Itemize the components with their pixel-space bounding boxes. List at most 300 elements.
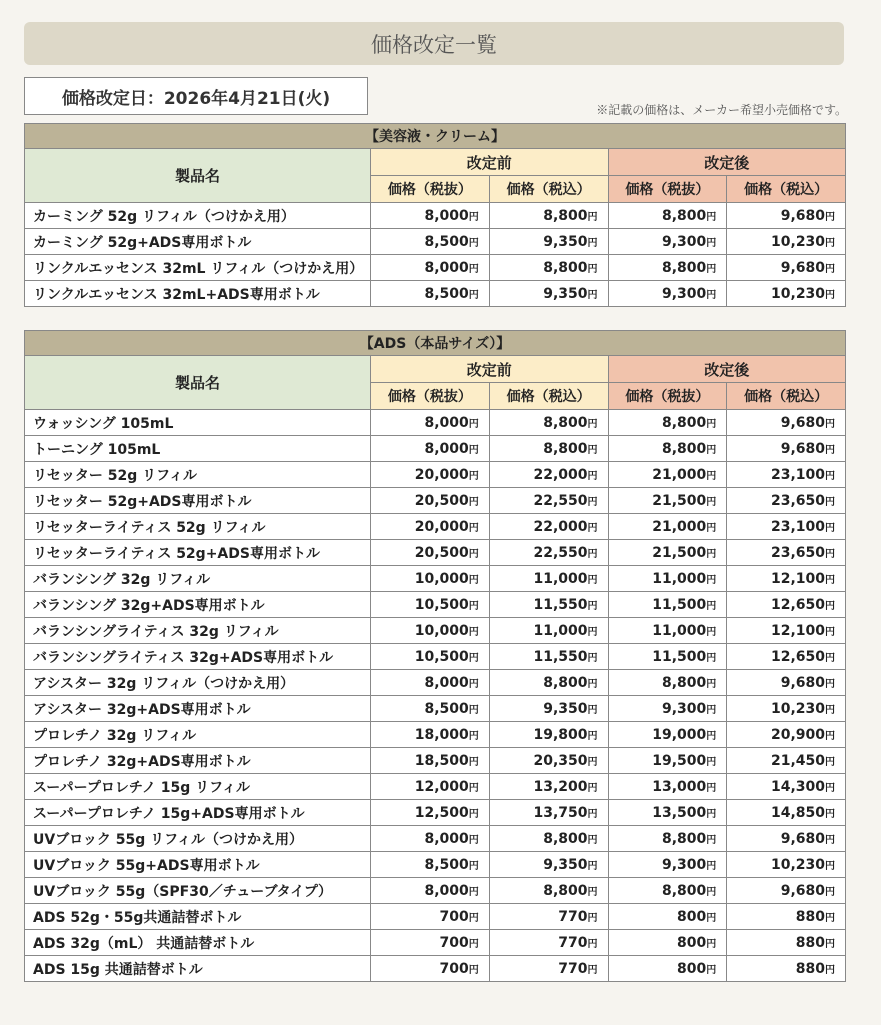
price-after-incl <box>727 462 846 488</box>
price-before-incl <box>489 255 608 281</box>
price-before-excl <box>371 696 490 722</box>
table-row <box>25 878 846 904</box>
price-before-incl <box>489 930 608 956</box>
product-name: プロレチノ 32g+ADS専用ボトル <box>25 748 371 774</box>
currency-unit: 円 <box>825 470 835 482</box>
table-row <box>25 826 846 852</box>
price-value: 10,230 <box>771 233 826 250</box>
price-value: 8,500 <box>424 233 469 250</box>
price-before-excl <box>371 644 490 670</box>
price-value: 12,650 <box>770 648 825 665</box>
price-value: 9,350 <box>543 700 588 717</box>
currency-unit: 円 <box>825 626 835 638</box>
price-value: 20,500 <box>414 492 469 509</box>
product-name: スーパープロレチノ 15g リフィル <box>25 774 371 800</box>
currency-unit: 円 <box>706 704 717 716</box>
currency-unit: 円 <box>706 211 717 223</box>
currency-unit: 円 <box>468 860 479 872</box>
price-value: 8,800 <box>661 414 707 431</box>
price-before-excl <box>371 956 490 982</box>
price-after-incl <box>727 878 846 904</box>
price-after-incl <box>727 281 846 307</box>
table-row <box>25 229 846 255</box>
price-value: 22,550 <box>533 544 588 561</box>
price-value: 8,800 <box>543 830 588 847</box>
currency-unit: 円 <box>587 574 598 586</box>
currency-unit: 円 <box>825 938 835 950</box>
price-after-excl <box>608 774 727 800</box>
price-before-excl <box>371 540 490 566</box>
table-row <box>25 956 846 982</box>
price-value: 9,680 <box>780 830 825 847</box>
price-value: 8,000 <box>424 674 469 691</box>
currency-unit: 円 <box>587 860 598 872</box>
price-after-excl <box>608 514 727 540</box>
price-before-excl <box>371 826 490 852</box>
currency-unit: 円 <box>706 470 717 482</box>
table-row <box>25 618 846 644</box>
price-before-excl <box>371 748 490 774</box>
price-value: 23,650 <box>770 544 825 561</box>
product-name: カーミング 52g+ADS専用ボトル <box>25 229 371 255</box>
table-row <box>25 852 846 878</box>
table-row <box>25 696 846 722</box>
price-value: 12,500 <box>414 804 469 821</box>
currency-unit: 円 <box>587 263 598 275</box>
currency-unit: 円 <box>825 652 835 664</box>
price-value: 770 <box>558 934 588 951</box>
currency-unit: 円 <box>706 237 717 249</box>
currency-unit: 円 <box>587 808 598 820</box>
price-value: 9,300 <box>661 700 707 717</box>
before-excl-header: 価格（税抜） <box>371 383 490 410</box>
price-value: 21,450 <box>770 752 825 769</box>
price-value: 8,800 <box>543 259 588 276</box>
price-before-incl <box>489 904 608 930</box>
currency-unit: 円 <box>587 652 598 664</box>
price-value: 9,680 <box>780 882 825 899</box>
price-before-excl <box>371 255 490 281</box>
price-value: 10,000 <box>414 570 469 587</box>
price-before-excl <box>371 904 490 930</box>
currency-unit: 円 <box>706 808 717 820</box>
price-after-incl <box>727 229 846 255</box>
price-before-incl <box>489 462 608 488</box>
table-row <box>25 670 846 696</box>
price-after-excl <box>608 436 727 462</box>
price-value: 8,000 <box>424 207 469 224</box>
product-name: リセッター 52g リフィル <box>25 462 371 488</box>
price-before-incl <box>489 540 608 566</box>
section-title: 【ADS（本品サイズ）】 <box>25 331 846 356</box>
price-before-excl <box>371 618 490 644</box>
price-before-incl <box>489 436 608 462</box>
currency-unit: 円 <box>825 289 836 301</box>
price-value: 18,000 <box>414 726 469 743</box>
price-after-excl <box>608 722 727 748</box>
price-after-excl <box>608 462 727 488</box>
currency-unit: 円 <box>468 626 479 638</box>
price-before-incl <box>489 644 608 670</box>
currency-unit: 円 <box>825 263 836 275</box>
product-name: ADS 52g・55g共通詰替ボトル <box>25 904 371 930</box>
price-after-excl <box>608 566 727 592</box>
currency-unit: 円 <box>468 444 479 456</box>
currency-unit: 円 <box>706 756 717 768</box>
price-value: 13,200 <box>533 778 588 795</box>
currency-unit: 円 <box>825 964 835 976</box>
currency-unit: 円 <box>825 860 835 872</box>
currency-unit: 円 <box>468 548 479 560</box>
currency-unit: 円 <box>468 652 479 664</box>
product-name-header: 製品名 <box>25 149 371 203</box>
currency-unit: 円 <box>706 678 717 690</box>
price-value: 13,500 <box>652 804 707 821</box>
price-after-incl <box>727 930 846 956</box>
price-value: 8,800 <box>661 259 707 276</box>
price-after-incl <box>727 904 846 930</box>
price-before-incl <box>489 203 608 229</box>
currency-unit: 円 <box>587 756 598 768</box>
price-after-excl <box>608 618 727 644</box>
currency-unit: 円 <box>587 522 598 534</box>
price-before-excl <box>371 852 490 878</box>
price-before-excl <box>371 488 490 514</box>
table-row <box>25 748 846 774</box>
after-header: 改定後 <box>608 149 846 176</box>
price-after-incl <box>727 203 846 229</box>
currency-unit: 円 <box>587 470 598 482</box>
price-before-excl <box>371 722 490 748</box>
price-value: 880 <box>795 934 825 951</box>
currency-unit: 円 <box>468 522 479 534</box>
currency-unit: 円 <box>825 522 835 534</box>
price-before-incl <box>489 748 608 774</box>
product-name: リセッターライティス 52g+ADS専用ボトル <box>25 540 371 566</box>
currency-unit: 円 <box>706 886 717 898</box>
price-before-incl <box>489 774 608 800</box>
currency-unit: 円 <box>587 211 598 223</box>
price-value: 11,550 <box>533 596 588 613</box>
currency-unit: 円 <box>468 808 479 820</box>
price-value: 12,100 <box>770 622 825 639</box>
currency-unit: 円 <box>587 782 598 794</box>
price-after-incl <box>727 540 846 566</box>
currency-unit: 円 <box>468 886 479 898</box>
price-value: 12,650 <box>770 596 825 613</box>
currency-unit: 円 <box>468 289 479 301</box>
price-value: 11,000 <box>652 622 707 639</box>
price-before-incl <box>489 281 608 307</box>
price-value: 8,000 <box>424 440 469 457</box>
price-value: 19,000 <box>652 726 707 743</box>
price-before-excl <box>371 229 490 255</box>
price-after-excl <box>608 203 727 229</box>
currency-unit: 円 <box>825 496 835 508</box>
currency-unit: 円 <box>706 860 717 872</box>
price-value: 8,800 <box>543 440 588 457</box>
before-excl-header: 価格（税抜） <box>371 176 490 203</box>
currency-unit: 円 <box>587 834 598 846</box>
price-value: 8,500 <box>424 856 469 873</box>
price-after-incl <box>727 618 846 644</box>
price-after-incl <box>727 410 846 436</box>
currency-unit: 円 <box>825 834 835 846</box>
table-row <box>25 540 846 566</box>
product-name: スーパープロレチノ 15g+ADS専用ボトル <box>25 800 371 826</box>
currency-unit: 円 <box>825 886 835 898</box>
price-before-excl <box>371 774 490 800</box>
price-value: 9,680 <box>780 259 826 276</box>
price-value: 9,680 <box>780 414 825 431</box>
product-name: ウォッシング 105mL <box>25 410 371 436</box>
currency-unit: 円 <box>468 470 479 482</box>
currency-unit: 円 <box>468 912 479 924</box>
price-value: 10,000 <box>414 622 469 639</box>
price-table-serum-cream <box>24 123 846 307</box>
currency-unit: 円 <box>825 600 835 612</box>
price-value: 10,500 <box>414 648 469 665</box>
price-value: 9,680 <box>780 207 826 224</box>
before-header: 改定前 <box>371 356 609 383</box>
currency-unit: 円 <box>468 938 479 950</box>
price-before-incl <box>489 618 608 644</box>
currency-unit: 円 <box>825 444 835 456</box>
table-row <box>25 904 846 930</box>
currency-unit: 円 <box>587 600 598 612</box>
price-value: 20,500 <box>414 544 469 561</box>
product-name: リンクルエッセンス 32mL+ADS専用ボトル <box>25 281 371 307</box>
price-after-incl <box>727 826 846 852</box>
price-value: 13,000 <box>652 778 707 795</box>
price-after-excl <box>608 255 727 281</box>
price-value: 10,500 <box>414 596 469 613</box>
table-row <box>25 930 846 956</box>
product-name: UVブロック 55g+ADS専用ボトル <box>25 852 371 878</box>
currency-unit: 円 <box>468 834 479 846</box>
currency-unit: 円 <box>587 496 598 508</box>
price-value: 8,800 <box>543 207 588 224</box>
currency-unit: 円 <box>706 912 717 924</box>
price-before-incl <box>489 410 608 436</box>
currency-unit: 円 <box>825 756 835 768</box>
currency-unit: 円 <box>825 418 835 430</box>
currency-unit: 円 <box>468 574 479 586</box>
currency-unit: 円 <box>587 886 598 898</box>
price-after-incl <box>727 696 846 722</box>
product-name-header: 製品名 <box>25 356 371 410</box>
price-value: 11,550 <box>533 648 588 665</box>
price-value: 8,000 <box>424 259 469 276</box>
currency-unit: 円 <box>825 912 835 924</box>
price-value: 23,650 <box>770 492 825 509</box>
price-value: 9,300 <box>661 233 707 250</box>
product-name: UVブロック 55g（SPF30／チューブタイプ） <box>25 878 371 904</box>
price-after-excl <box>608 748 727 774</box>
price-after-excl <box>608 592 727 618</box>
product-name: バランシングライティス 32g+ADS専用ボトル <box>25 644 371 670</box>
price-value: 8,800 <box>661 440 707 457</box>
price-value: 11,000 <box>533 570 588 587</box>
currency-unit: 円 <box>706 522 717 534</box>
price-value: 10,230 <box>770 856 825 873</box>
price-before-incl <box>489 956 608 982</box>
currency-unit: 円 <box>706 263 717 275</box>
table-row <box>25 592 846 618</box>
currency-unit: 円 <box>706 548 717 560</box>
currency-unit: 円 <box>706 834 717 846</box>
price-value: 21,000 <box>652 518 707 535</box>
price-after-excl <box>608 878 727 904</box>
price-value: 9,680 <box>780 440 825 457</box>
price-after-excl <box>608 229 727 255</box>
price-value: 9,350 <box>543 233 588 250</box>
price-value: 10,230 <box>770 700 825 717</box>
price-after-incl <box>727 644 846 670</box>
price-before-excl <box>371 462 490 488</box>
price-before-incl <box>489 566 608 592</box>
currency-unit: 円 <box>706 938 717 950</box>
price-after-excl <box>608 410 727 436</box>
currency-unit: 円 <box>468 496 479 508</box>
product-name: バランシング 32g+ADS専用ボトル <box>25 592 371 618</box>
price-before-excl <box>371 566 490 592</box>
table-row <box>25 203 846 229</box>
after-incl-header: 価格（税込） <box>727 176 846 203</box>
price-after-incl <box>727 670 846 696</box>
price-value: 770 <box>558 908 588 925</box>
price-after-incl <box>727 852 846 878</box>
currency-unit: 円 <box>706 782 717 794</box>
currency-unit: 円 <box>825 808 835 820</box>
price-value: 11,500 <box>652 596 707 613</box>
table-row <box>25 722 846 748</box>
currency-unit: 円 <box>587 418 598 430</box>
price-after-incl <box>727 748 846 774</box>
after-excl-header: 価格（税抜） <box>608 176 727 203</box>
after-excl-header: 価格（税抜） <box>608 383 727 410</box>
price-before-incl <box>489 488 608 514</box>
price-value: 800 <box>677 908 707 925</box>
table-row <box>25 514 846 540</box>
currency-unit: 円 <box>468 756 479 768</box>
product-name: アシスター 32g リフィル（つけかえ用） <box>25 670 371 696</box>
price-before-excl <box>371 281 490 307</box>
table-row <box>25 462 846 488</box>
currency-unit: 円 <box>468 418 479 430</box>
before-incl-header: 価格（税込） <box>489 383 608 410</box>
table-row <box>25 566 846 592</box>
price-before-incl <box>489 670 608 696</box>
price-value: 14,300 <box>770 778 825 795</box>
price-value: 770 <box>558 960 588 977</box>
price-value: 8,800 <box>661 207 707 224</box>
price-value: 880 <box>795 908 825 925</box>
price-value: 700 <box>439 908 469 925</box>
page-title: 価格改定一覧 <box>24 22 844 65</box>
price-value: 11,500 <box>652 648 707 665</box>
price-after-excl <box>608 826 727 852</box>
price-before-excl <box>371 670 490 696</box>
table-row <box>25 436 846 462</box>
price-value: 12,000 <box>414 778 469 795</box>
product-name: バランシングライティス 32g リフィル <box>25 618 371 644</box>
currency-unit: 円 <box>587 912 598 924</box>
price-value: 13,750 <box>533 804 588 821</box>
table-row <box>25 281 846 307</box>
price-value: 19,500 <box>652 752 707 769</box>
product-name: ADS 32g（mL） 共通詰替ボトル <box>25 930 371 956</box>
price-before-incl <box>489 852 608 878</box>
price-after-incl <box>727 774 846 800</box>
product-name: プロレチノ 32g リフィル <box>25 722 371 748</box>
price-value: 8,500 <box>424 285 469 302</box>
price-before-excl <box>371 800 490 826</box>
currency-unit: 円 <box>587 444 598 456</box>
currency-unit: 円 <box>706 626 717 638</box>
price-value: 22,550 <box>533 492 588 509</box>
table-row <box>25 410 846 436</box>
price-after-incl <box>727 956 846 982</box>
price-value: 20,350 <box>533 752 588 769</box>
table-row <box>25 255 846 281</box>
currency-unit: 円 <box>468 263 479 275</box>
price-value: 23,100 <box>770 518 825 535</box>
price-after-excl <box>608 956 727 982</box>
price-value: 20,900 <box>770 726 825 743</box>
price-value: 14,850 <box>770 804 825 821</box>
price-value: 21,500 <box>652 544 707 561</box>
before-header: 改定前 <box>371 149 609 176</box>
table-row <box>25 644 846 670</box>
currency-unit: 円 <box>706 652 717 664</box>
price-after-excl <box>608 670 727 696</box>
price-after-incl <box>727 566 846 592</box>
price-after-excl <box>608 904 727 930</box>
table-row <box>25 488 846 514</box>
currency-unit: 円 <box>706 574 717 586</box>
price-after-excl <box>608 488 727 514</box>
price-value: 20,000 <box>414 466 469 483</box>
currency-unit: 円 <box>468 678 479 690</box>
price-value: 8,800 <box>661 674 707 691</box>
currency-unit: 円 <box>468 211 479 223</box>
price-value: 800 <box>677 960 707 977</box>
price-before-excl <box>371 592 490 618</box>
table-row <box>25 774 846 800</box>
currency-unit: 円 <box>825 782 835 794</box>
currency-unit: 円 <box>587 730 598 742</box>
price-value: 8,800 <box>543 414 588 431</box>
currency-unit: 円 <box>468 730 479 742</box>
price-after-excl <box>608 696 727 722</box>
after-header: 改定後 <box>608 356 846 383</box>
price-value: 19,800 <box>533 726 588 743</box>
price-before-incl <box>489 514 608 540</box>
price-value: 22,000 <box>533 466 588 483</box>
price-value: 9,680 <box>780 674 825 691</box>
currency-unit: 円 <box>706 600 717 612</box>
currency-unit: 円 <box>825 730 835 742</box>
table-body <box>25 203 846 307</box>
price-value: 21,500 <box>652 492 707 509</box>
price-before-excl <box>371 410 490 436</box>
price-value: 8,000 <box>424 830 469 847</box>
price-value: 11,000 <box>652 570 707 587</box>
product-name: ADS 15g 共通詰替ボトル <box>25 956 371 982</box>
price-before-excl <box>371 878 490 904</box>
currency-unit: 円 <box>587 289 598 301</box>
